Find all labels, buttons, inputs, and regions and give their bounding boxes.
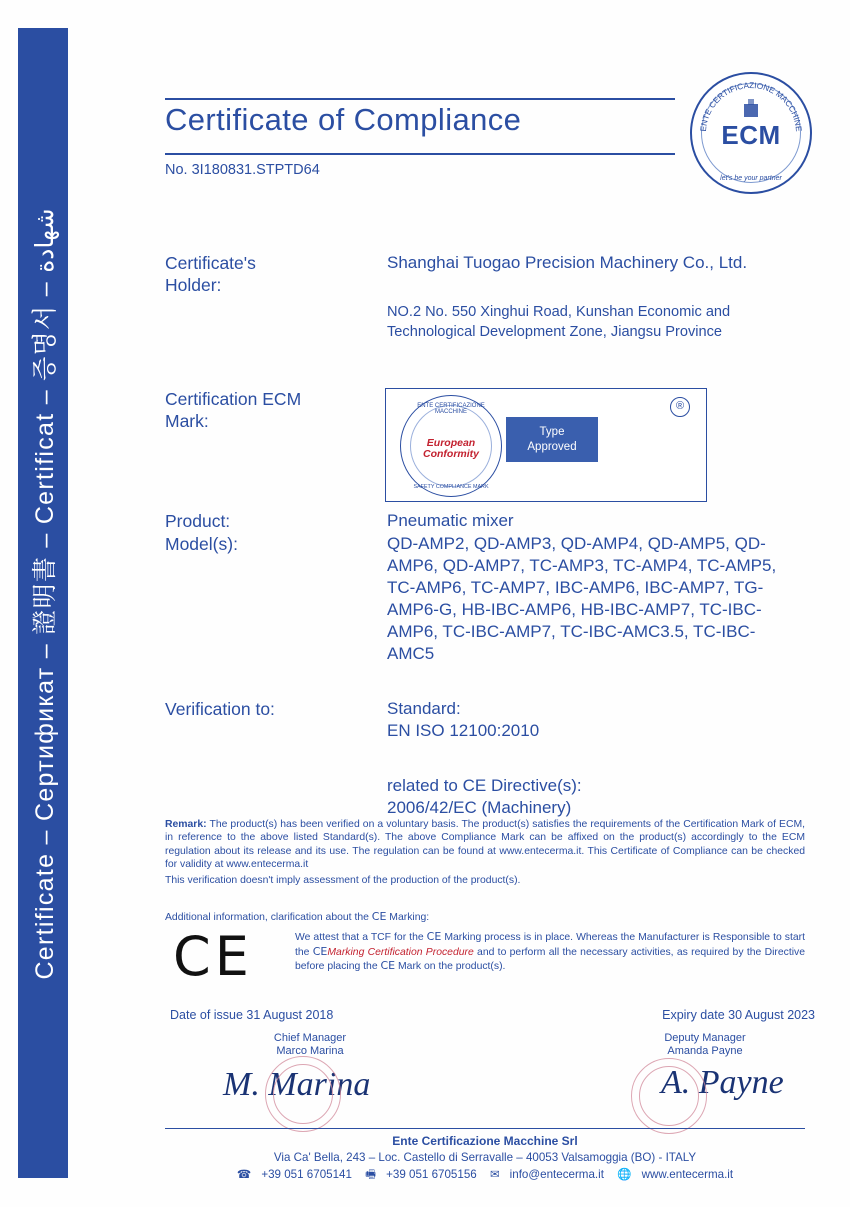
ce-icon-inline-1: CE	[371, 910, 387, 923]
footer-fax: +39 051 6705156	[386, 1168, 477, 1181]
certification-mark-arc-top: ENTE CERTIFICAZIONE MACCHINE	[417, 403, 485, 415]
remark-body: The product(s) has been verified on a voluntary basis. The product(s) satisfies the requirements of the Certification Mark of ECM, in reference to the above listed Standard(s). The above Compliance Mark can be affixed on the product(s) accordingly to the ECM regulation about its release and its use. The regulation can be found at www.entecerma.it. This Certificate of Compliance can be checked for validity at www.entecerma.it	[165, 819, 806, 871]
web-icon: 🌐	[617, 1168, 632, 1181]
certificate-content	[95, 30, 830, 1180]
signature-image-right	[605, 1052, 805, 1110]
side-band-label: Certificate – Сертификат – 證明書 – Certificat – 증명서 – شهادة	[31, 208, 59, 980]
ce-mark-icon: CE	[173, 925, 253, 988]
stamp-right	[631, 1058, 707, 1134]
title-rule-top	[165, 98, 675, 100]
page-title: Certificate of Compliance	[165, 102, 522, 137]
holder-name: Shanghai Tuogao Precision Machinery Co., Ltd.	[387, 253, 748, 272]
holder-address: NO.2 No. 550 Xinghui Road, Kunshan Economic and Technological Development Zone, Jiangsu Province	[387, 304, 731, 340]
deputy-manager-name: Amanda Payne	[667, 1045, 743, 1057]
chief-manager-role: Chief Manager	[273, 1032, 347, 1044]
footer-contacts	[165, 1167, 805, 1186]
deputy-manager-role: Deputy Manager	[664, 1032, 746, 1044]
ecm-logo	[690, 72, 812, 194]
remark-line2: This verification doesn't imply assessment of the production of the product(s).	[165, 874, 521, 886]
stamp-left	[265, 1056, 341, 1132]
footer-divider	[165, 1128, 805, 1129]
ecm-logo-word: ECM	[721, 120, 781, 150]
certification-mark-center: European Conformity	[423, 437, 479, 460]
footer-address: Via Ca' Bella, 243 – Loc. Castello di Serravalle – 40053 Valsamoggia (BO) - ITALY	[273, 1151, 697, 1164]
phone-icon: ☎	[236, 1168, 252, 1181]
mark-label: Certification ECM Mark:	[165, 389, 302, 431]
additional-info-line	[165, 910, 805, 923]
models-value: QD-AMP2, QD-AMP3, QD-AMP4, QD-AMP5, QD-AMP6, QD-AMP7, TC-AMP3, TC-AMP4, TC-AMP5, TC-AMP6, TC-AMP7, IBC-AMP6, IBC-AMP7, TG-AMP6-G, HB-IBC-AMP6, HB-IBC-AMP7, TC-IBC-AMP6, TC-IBC-AMP7, TC-IBC-AMC3.5, TC-IBC-AMC5	[387, 534, 777, 663]
ce-icon-inline-3: CE	[312, 944, 328, 958]
footer-website[interactable]: www.entecerma.it	[641, 1168, 734, 1181]
directive-value: 2006/42/EC (Machinery)	[387, 798, 572, 817]
date-of-expiry: Expiry date 30 August 2023	[662, 1008, 815, 1022]
ecm-logo-glyph	[741, 98, 761, 120]
attestation-text	[295, 930, 805, 974]
ce-icon-inline-4: CE	[380, 959, 396, 973]
product-label: Product:	[165, 511, 231, 531]
signature-image-left	[215, 1060, 415, 1118]
side-band	[18, 28, 68, 1178]
stamp-right-inner	[639, 1066, 699, 1126]
certification-mark-arc-bottom: SAFETY COMPLIANCE MARK	[413, 484, 489, 490]
attest-part-4: Mark on the product(s).	[395, 961, 506, 973]
models-label: Model(s):	[165, 534, 238, 554]
standard-value: EN ISO 12100:2010	[387, 721, 540, 740]
attest-part-2: Marking process is in place. Whereas the Manufacturer is Responsible to start the	[295, 932, 805, 958]
additional-info-text: Additional information, clarification about the	[165, 912, 372, 923]
footer-company: Ente Certificazione Macchine Srl	[392, 1134, 578, 1148]
mail-icon: ✉	[489, 1168, 500, 1181]
ecm-arc-label: ENTE CERTIFICAZIONE MACCHINE	[698, 80, 804, 132]
footer	[165, 1134, 805, 1186]
fax-icon: 🖷	[365, 1168, 377, 1181]
type-approved-badge: Type Approved	[506, 417, 598, 462]
additional-info-tail: Marking:	[386, 912, 430, 923]
footer-email[interactable]: info@entecerma.it	[509, 1168, 604, 1181]
standard-label: Standard:	[387, 699, 461, 718]
certificate-number: No. 3I180831.STPTD64	[165, 162, 320, 178]
attest-part-3: and to perform all the necessary activities, as required by the Directive before placing the	[295, 946, 805, 973]
ce-icon-inline-2: CE	[426, 930, 442, 943]
remark-block	[165, 818, 805, 887]
registered-trademark-icon: ®	[670, 397, 690, 417]
stamp-left-inner	[273, 1064, 333, 1124]
signature-left-scribble: M. Marina	[223, 1066, 371, 1103]
certification-mark-seal	[400, 395, 502, 497]
holder-label: Certificate's Holder:	[165, 253, 256, 295]
certification-mark-box	[385, 388, 707, 502]
title-rule-bottom	[165, 153, 675, 155]
signature-block-left	[205, 1032, 415, 1058]
verification-label: Verification to:	[165, 699, 275, 719]
directive-label: related to CE Directive(s):	[387, 776, 582, 795]
chief-manager-name: Marco Marina	[276, 1045, 344, 1057]
product-value: Pneumatic mixer	[387, 511, 514, 530]
attest-part-1: We attest that a TCF for the	[295, 932, 427, 943]
remark-label: Remark:	[165, 819, 207, 830]
attest-red-text: Marking Certification Procedure	[327, 946, 474, 958]
ecm-logo-tagline: let's be your partner	[720, 175, 782, 182]
signature-right-scribble: A. Payne	[661, 1064, 784, 1101]
date-of-issue: Date of issue 31 August 2018	[170, 1008, 334, 1022]
footer-phone: +39 051 6705141	[261, 1168, 352, 1181]
